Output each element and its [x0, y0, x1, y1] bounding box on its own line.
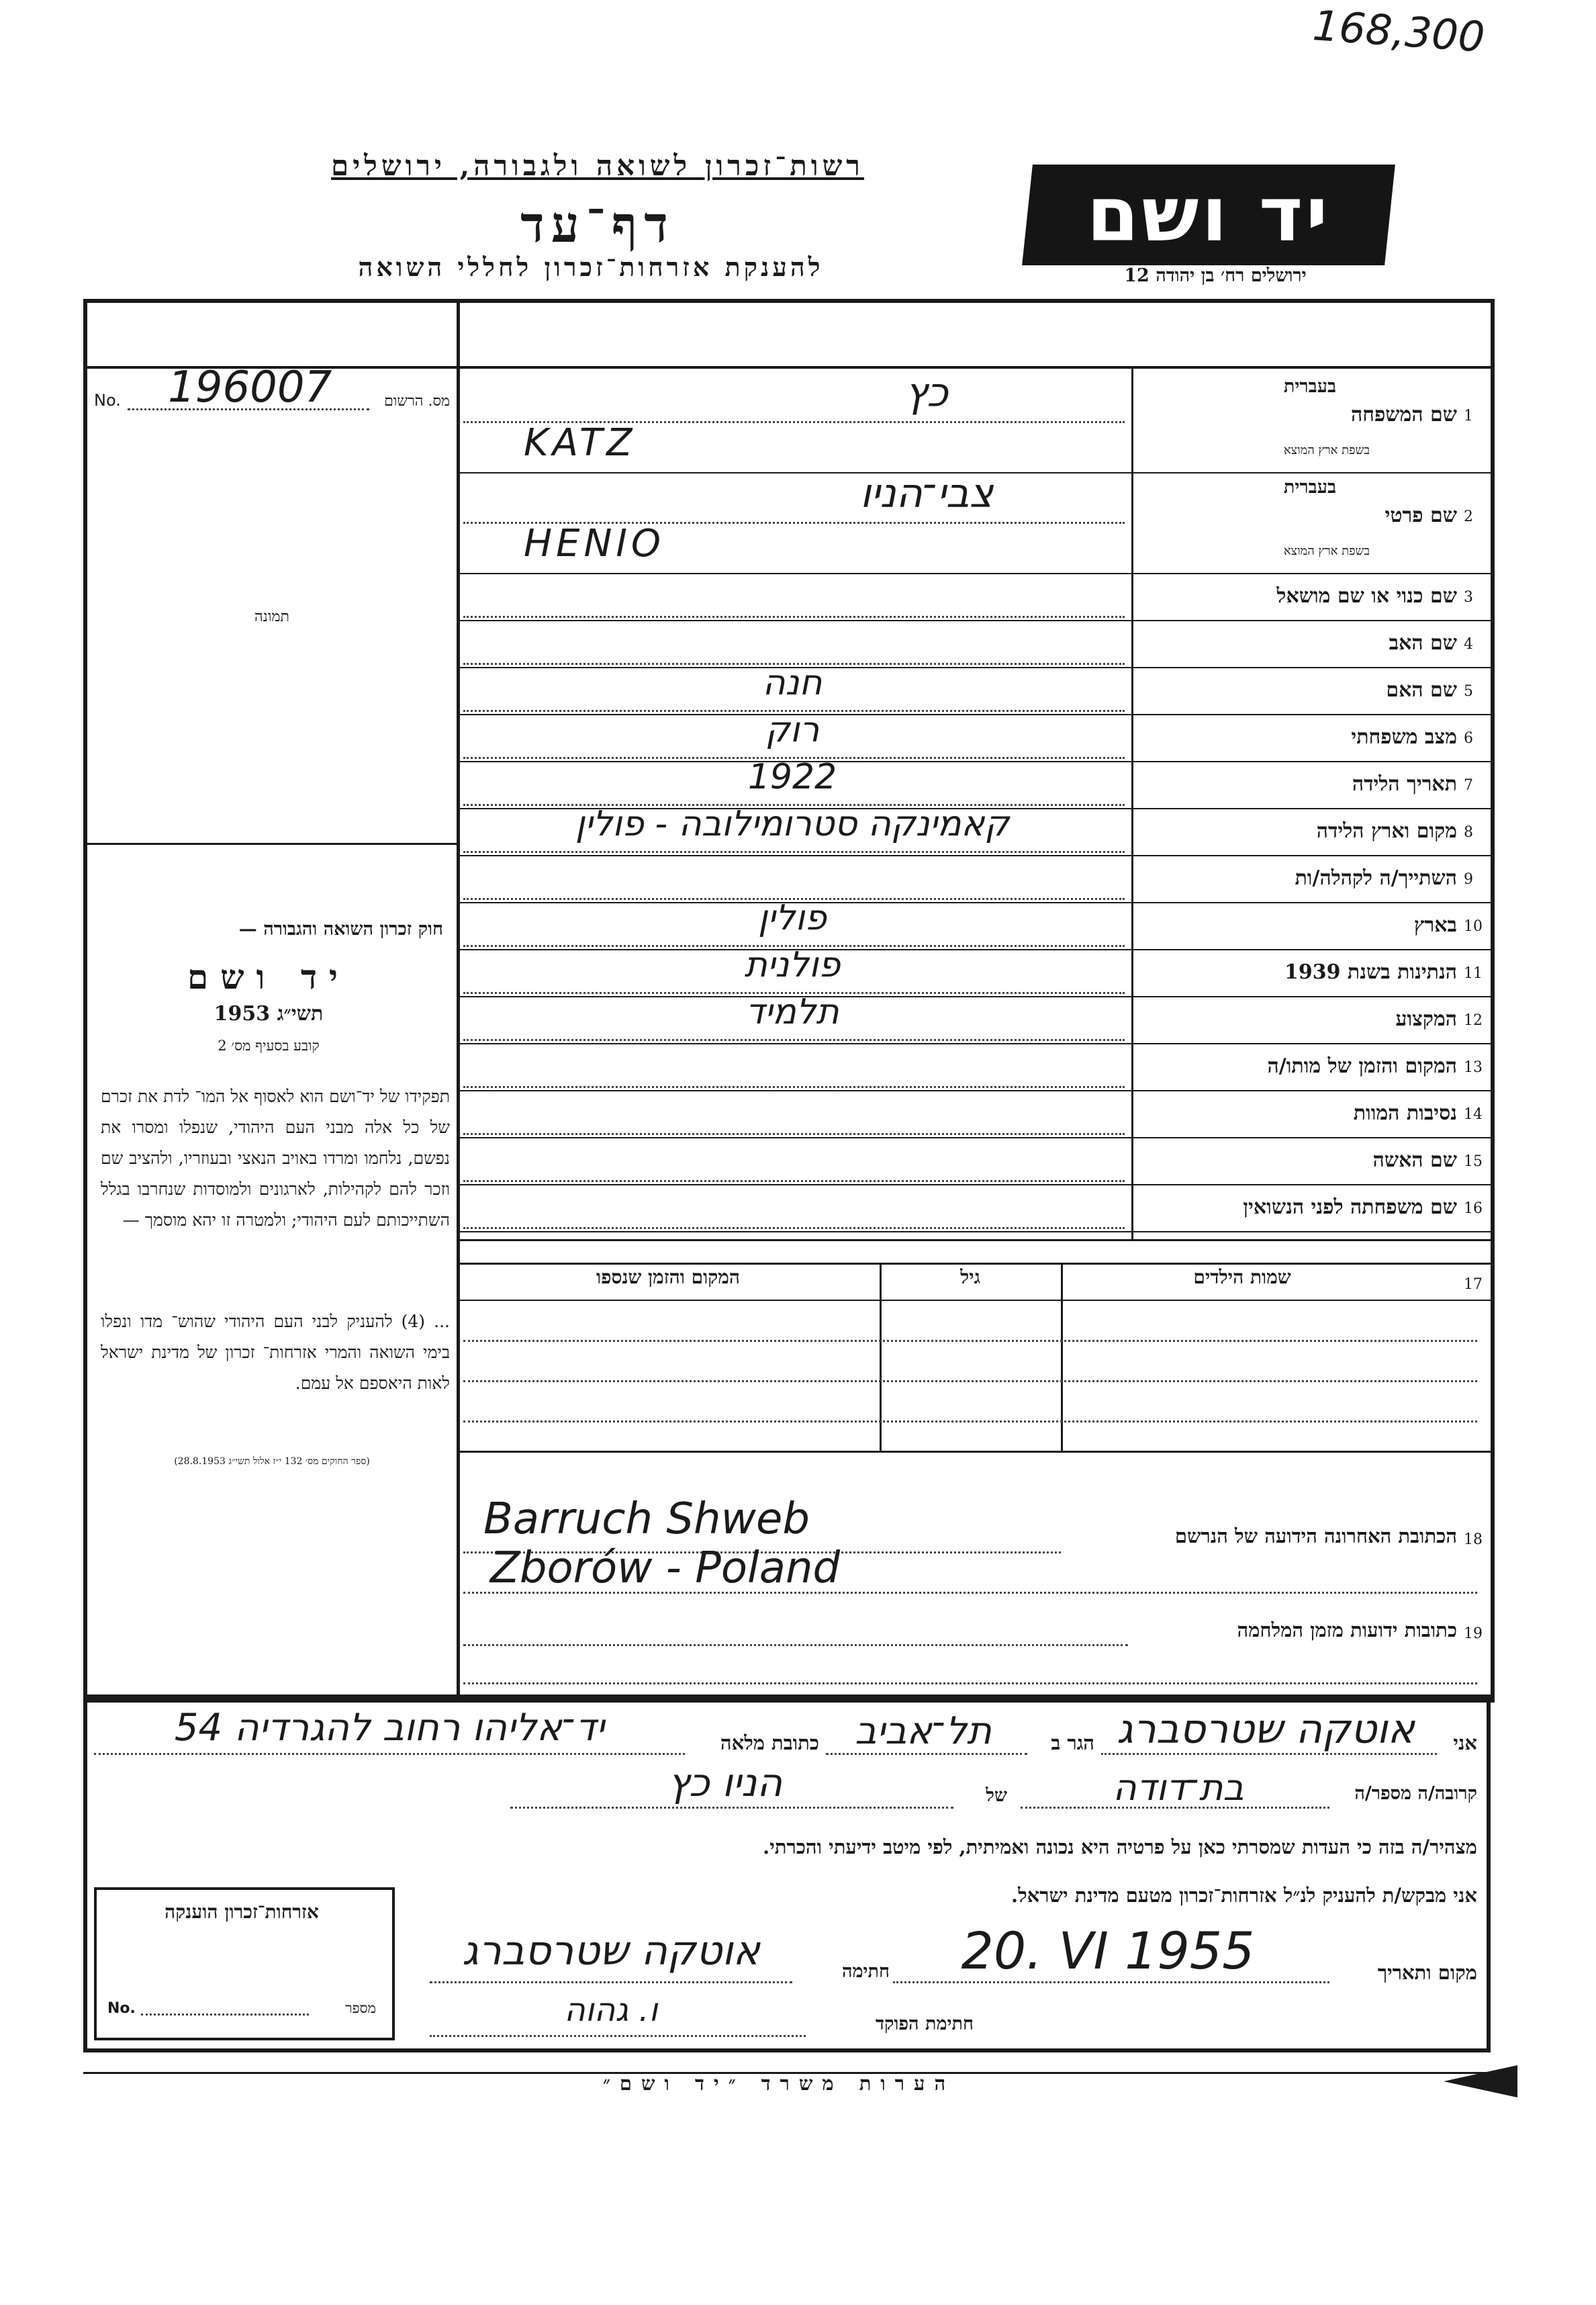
field-label-4: שם האב [1389, 631, 1457, 655]
law-title: חוק זכרון השואה והגבורה — [238, 919, 443, 940]
corner-arrow-mark [1444, 2065, 1517, 2097]
law-reference: (ספר החוקים מס׳ 132 י״ז אלול תשי״ג 28.8.1953) [174, 1456, 370, 1467]
office-remarks: הערות משרד ״יד ושם״ [602, 2072, 955, 2095]
children-row-number: 17 [1464, 1276, 1483, 1293]
signature-value: אוטקה שטרסברג [462, 1928, 760, 1975]
field-value-latin-1: KATZ [524, 421, 637, 465]
field-label-1: שם המשפחה [1350, 403, 1457, 426]
statement-request: אני מבקש/ת להעניק לנ״ל אזרחות־זכרון מטעם מדינת ישראל. [1011, 1884, 1477, 1907]
grant-box-no: No. [107, 2000, 136, 2017]
field-number-5: 5 [1464, 683, 1473, 700]
form-subtitle: להענקת אזרחות־זכרון לחללי השואה [358, 252, 824, 282]
signature-label: חתימה [841, 1961, 890, 1982]
field-value-8: קאמינקה סטרומילובה - פולין [575, 804, 1010, 844]
yad-vashem-logo: יד ושם [1022, 165, 1395, 265]
field-number-7: 7 [1464, 777, 1473, 794]
form-title: דף־עד [520, 196, 675, 254]
resident-label: הגר ב [1051, 1731, 1094, 1754]
field-number-14: 14 [1464, 1106, 1483, 1123]
field-tag-2: בעברית [1283, 477, 1336, 498]
field-value-6: רוק [765, 710, 820, 750]
grant-box-number-label: מספר [345, 2000, 376, 2016]
field-value-hebrew-1: כץ [904, 369, 949, 416]
field-value-hebrew-2: צבי־הניו [859, 470, 994, 517]
field-number-12: 12 [1464, 1012, 1483, 1029]
relation-value: בת־דודה [1113, 1766, 1244, 1809]
grant-box-title: אזרחות־זכרון הוענקה [165, 1901, 319, 1923]
law-text-1: תפקידו של יד־ושם הוא לאסוף אל המו־ לדת את זכרם של כל אלה מבני העם היהודי, שנפלו ומסרו את נפשם, נלחמו ומרדו באויב הנאצי ובעוזריו, ולהציב שם וזכר להם לקהילות, לארגונים ולמוסדות שנחרבו בגלל השתייכותם לעם היהודי; ולמטרה זו יהא מוסמך — [101, 1087, 450, 1230]
photo-label: תמונה [254, 608, 289, 625]
field-label-5: שם האם [1386, 678, 1457, 702]
children-names-header: שמות הילדים [1193, 1266, 1291, 1288]
document-number: 168,300 [1311, 1, 1487, 62]
field-value-10: פולין [758, 898, 827, 938]
field-number-10: 10 [1464, 918, 1483, 935]
field-value-11: פולנית [744, 945, 841, 985]
row-19-number: 19 [1464, 1625, 1483, 1642]
field-value-7: 1922 [747, 757, 837, 797]
last-address-line-2: Zborów - Poland [490, 1543, 841, 1593]
law-year: תשי״ג 1953 [214, 1002, 324, 1026]
field-label-2: שם פרטי [1384, 504, 1457, 527]
field-label-14: נסיבות המוות [1353, 1101, 1457, 1125]
registration-number [94, 363, 450, 416]
field-label-10: בארץ [1413, 913, 1457, 937]
law-name: יד ושם [187, 957, 350, 997]
field-label-7: תאריך הלידה [1352, 772, 1457, 796]
official-signature-label: חתימת הפוקד [876, 2014, 974, 2034]
field-number-13: 13 [1464, 1059, 1483, 1076]
field-label-8: מקום וארץ הלידה [1316, 819, 1457, 843]
field-number-8: 8 [1464, 824, 1473, 841]
resident-city: תל־אביב [855, 1709, 992, 1753]
full-address-label: כתובת מלאה [720, 1731, 819, 1754]
field-value-12: תלמיד [745, 992, 839, 1032]
field-sub-2: בשפת ארץ המוצא [1283, 544, 1370, 558]
date-value: 20. VI 1955 [961, 1921, 1255, 1981]
place-date-label: מקום ותאריך [1377, 1961, 1477, 1984]
last-address-label: הכתובת האחרונה הידועה של הנרשם [1174, 1525, 1457, 1547]
field-number-16: 16 [1464, 1200, 1483, 1217]
reg-no-prefix: No. [94, 391, 121, 410]
declarant-label: אני [1453, 1731, 1477, 1754]
law-clause: קובע בסעיף מס׳ 2 [218, 1038, 320, 1054]
last-address-line-1: Barruch Shweb [483, 1494, 810, 1544]
field-label-16: שם משפחתה לפני הנשואין [1243, 1195, 1457, 1219]
field-sub-1: בשפת ארץ המוצא [1283, 443, 1370, 457]
authority-heading: רשות־זכרון לשואה ולגבורה, ירושלים [331, 149, 864, 182]
field-number-11: 11 [1464, 965, 1483, 982]
field-tag-1: בעברית [1283, 376, 1336, 397]
reg-no-label: מס. הרשום [384, 393, 450, 410]
law-text-2: ... (4) להעניק לבני העם היהודי שהוש־ מדו ונפלו בימי השואה והמרי אזרחות־ זכרון של מדינת ישראל לאות היאספם אל עמם. [101, 1312, 451, 1393]
of-value: הניו כץ [667, 1760, 783, 1805]
field-number-1: 1 [1464, 408, 1473, 424]
of-label: של [986, 1785, 1007, 1806]
field-label-12: המקצוע [1395, 1007, 1457, 1031]
statement-truth: מצהיר/ה בזה כי העדות שמסרתי כאן על פרטיה היא נכונה ואמיתית, לפי מיטב ידיעתי והכרתי. [763, 1836, 1477, 1858]
relation-label: קרובה/ה מספר/ה [1354, 1783, 1477, 1804]
field-number-3: 3 [1464, 589, 1473, 606]
reg-no-value: 196007 [168, 363, 332, 412]
field-value-latin-2: HENIO [524, 522, 665, 566]
field-label-3: שם כנוי או שם מושאל [1276, 584, 1457, 608]
field-number-2: 2 [1464, 508, 1473, 525]
field-label-11: הנתינות בשנת 1939 [1284, 960, 1457, 984]
children-age-header: גיל [960, 1266, 980, 1288]
field-number-4: 4 [1464, 636, 1473, 653]
field-number-15: 15 [1464, 1153, 1483, 1170]
official-signature-value: ו. גהוה [564, 1991, 658, 2029]
wartime-addresses-label: כתובות ידועות מזמן המלחמה [1237, 1619, 1457, 1641]
field-number-6: 6 [1464, 730, 1473, 747]
children-place-header: המקום והזמן שנספו [596, 1266, 740, 1288]
logo-address: ירושלים רח׳ בן יהודה 12 [1124, 265, 1307, 286]
field-label-9: השתייך/ה לקהלה/ות [1295, 866, 1457, 890]
field-label-13: המקום והזמן של מותו/ה [1267, 1054, 1457, 1078]
declarant-name: אוטקה שטרסברג [1117, 1706, 1415, 1753]
full-address-value: יד־אליהו רחוב להגרדיה 54 [174, 1706, 605, 1750]
field-label-15: שם האשה [1372, 1148, 1457, 1172]
field-number-9: 9 [1464, 871, 1473, 888]
field-value-5: חנה [762, 663, 823, 703]
row-18-number: 18 [1464, 1531, 1483, 1548]
field-label-6: מצב משפחתי [1351, 725, 1457, 749]
